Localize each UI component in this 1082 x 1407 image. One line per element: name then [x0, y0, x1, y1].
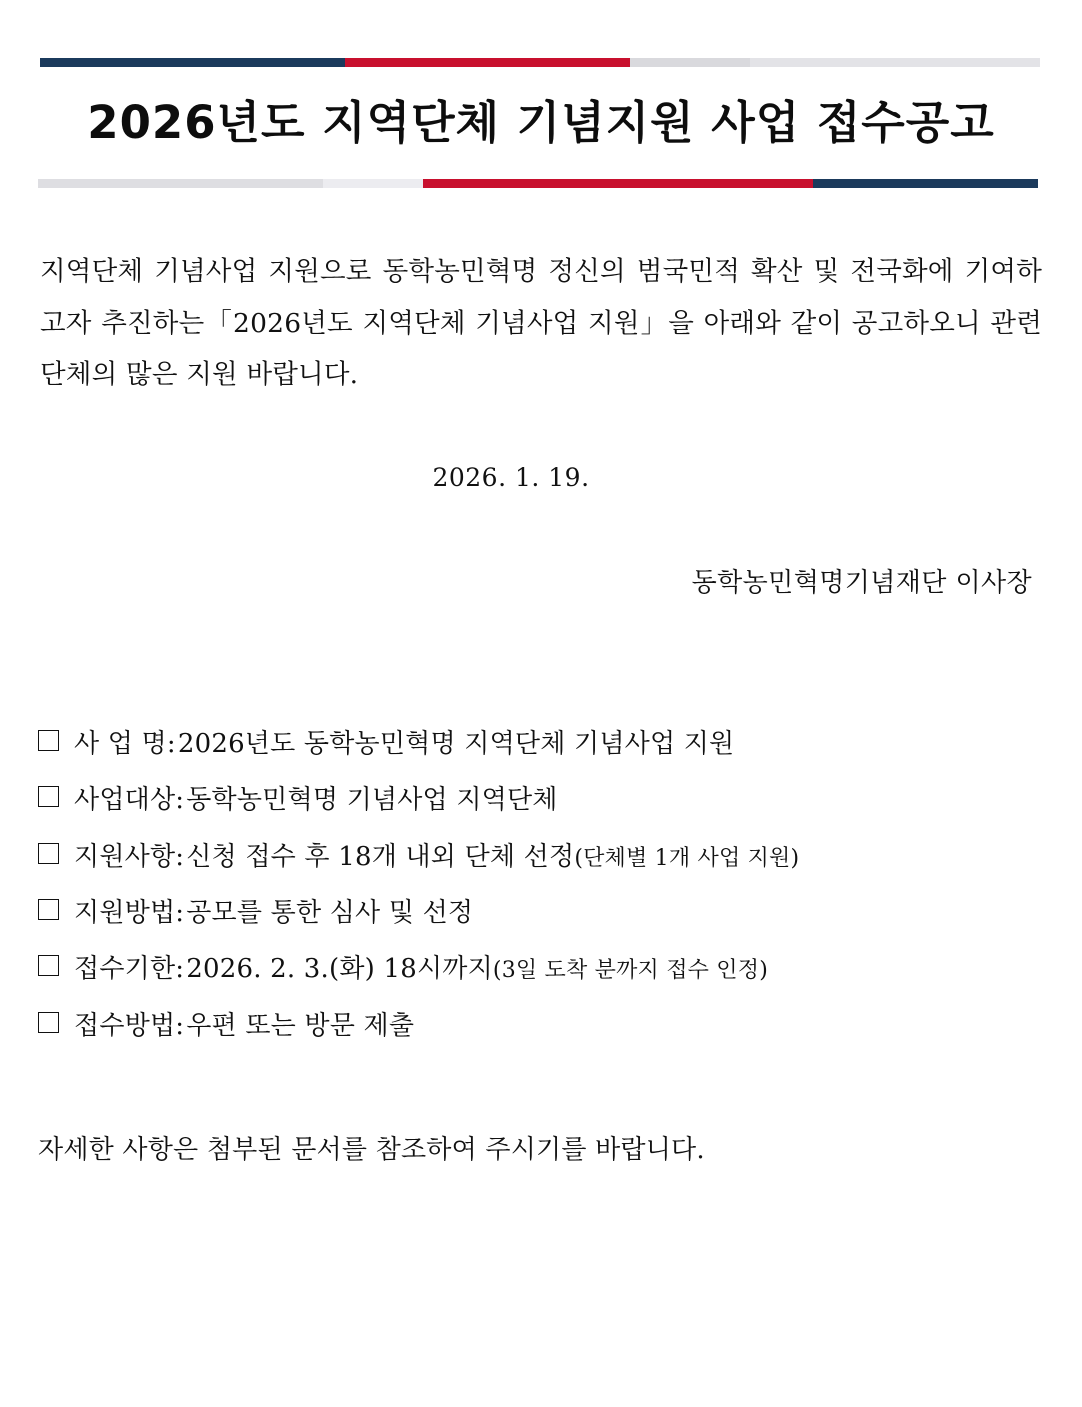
title-bottom-rule [38, 179, 1038, 188]
checkbox-icon [38, 955, 59, 976]
document-page [0, 58, 1082, 1407]
rule-segment [323, 179, 423, 188]
list-item [38, 952, 1044, 986]
rule-segment [630, 58, 750, 67]
rule-segment [750, 58, 1040, 67]
list-item-value-main: 동학농민혁명 기념사업 지역단체 [186, 785, 558, 816]
list-item [38, 840, 1044, 874]
rule-segment [40, 58, 345, 67]
announcement-date: 2026. 1. 19. [432, 463, 590, 493]
list-item [38, 783, 1044, 817]
list-item-value-note: (3일 도착 분까지 접수 인정) [492, 958, 768, 984]
list-item-label: 지원방법: [74, 897, 185, 928]
detail-list [38, 727, 1044, 1043]
list-item-value [186, 1009, 414, 1043]
title-block [38, 58, 1044, 188]
list-item [38, 1009, 1044, 1043]
checkbox-icon [38, 1012, 59, 1033]
list-item-value-main: 2026년도 동학농민혁명 지역단체 기념사업 지원 [177, 729, 735, 760]
list-item-label: 사업대상: [74, 785, 185, 816]
list-item-value-main: 2026. 2. 3.(화) 18시까지 [186, 954, 493, 985]
list-item-value-main: 신청 접수 후 18개 내외 단체 선정 [186, 841, 575, 872]
list-item-value-main: 공모를 통한 심사 및 선정 [186, 897, 474, 928]
rule-segment [813, 179, 1038, 188]
checkbox-icon [38, 786, 59, 807]
list-item-label: 지원사항: [74, 841, 185, 872]
list-item-value [186, 896, 473, 930]
list-item-value [186, 952, 768, 986]
rule-segment [423, 179, 813, 188]
title-top-rule [40, 58, 1040, 67]
page-title: 2026년도 지역단체 기념지원 사업 접수공고 [87, 96, 995, 150]
list-item-label: 사 업 명: [74, 729, 176, 760]
list-item [38, 896, 1044, 930]
list-item-value [186, 840, 799, 874]
checkbox-icon [38, 899, 59, 920]
signatory: 동학농민혁명기념재단 이사장 [691, 568, 1032, 599]
list-item-value [186, 783, 557, 817]
footer-note: 자세한 사항은 첨부된 문서를 참조하여 주시기를 바랍니다. [38, 1134, 705, 1165]
list-item-label: 접수기한: [74, 954, 185, 985]
rule-segment [345, 58, 630, 67]
list-item-value-note: (단체별 1개 사업 지원) [574, 845, 800, 871]
list-item [38, 727, 1044, 761]
checkbox-icon [38, 730, 59, 751]
checkbox-icon [38, 843, 59, 864]
list-item-value-main: 우편 또는 방문 제출 [186, 1010, 415, 1041]
list-item-value [178, 727, 735, 761]
list-item-label: 접수방법: [74, 1010, 185, 1041]
intro-text: 지역단체 기념사업 지원으로 동학농민혁명 정신의 범국민적 확산 및 전국화에 기여하고자 추진하는「2026년도 지역단체 기념사업 지원」을 아래와 같이 공고하오니 관련 단체의 많은 지원 바랍니다. [40, 256, 1051, 391]
rule-segment [38, 179, 323, 188]
intro-paragraph [38, 246, 1051, 401]
